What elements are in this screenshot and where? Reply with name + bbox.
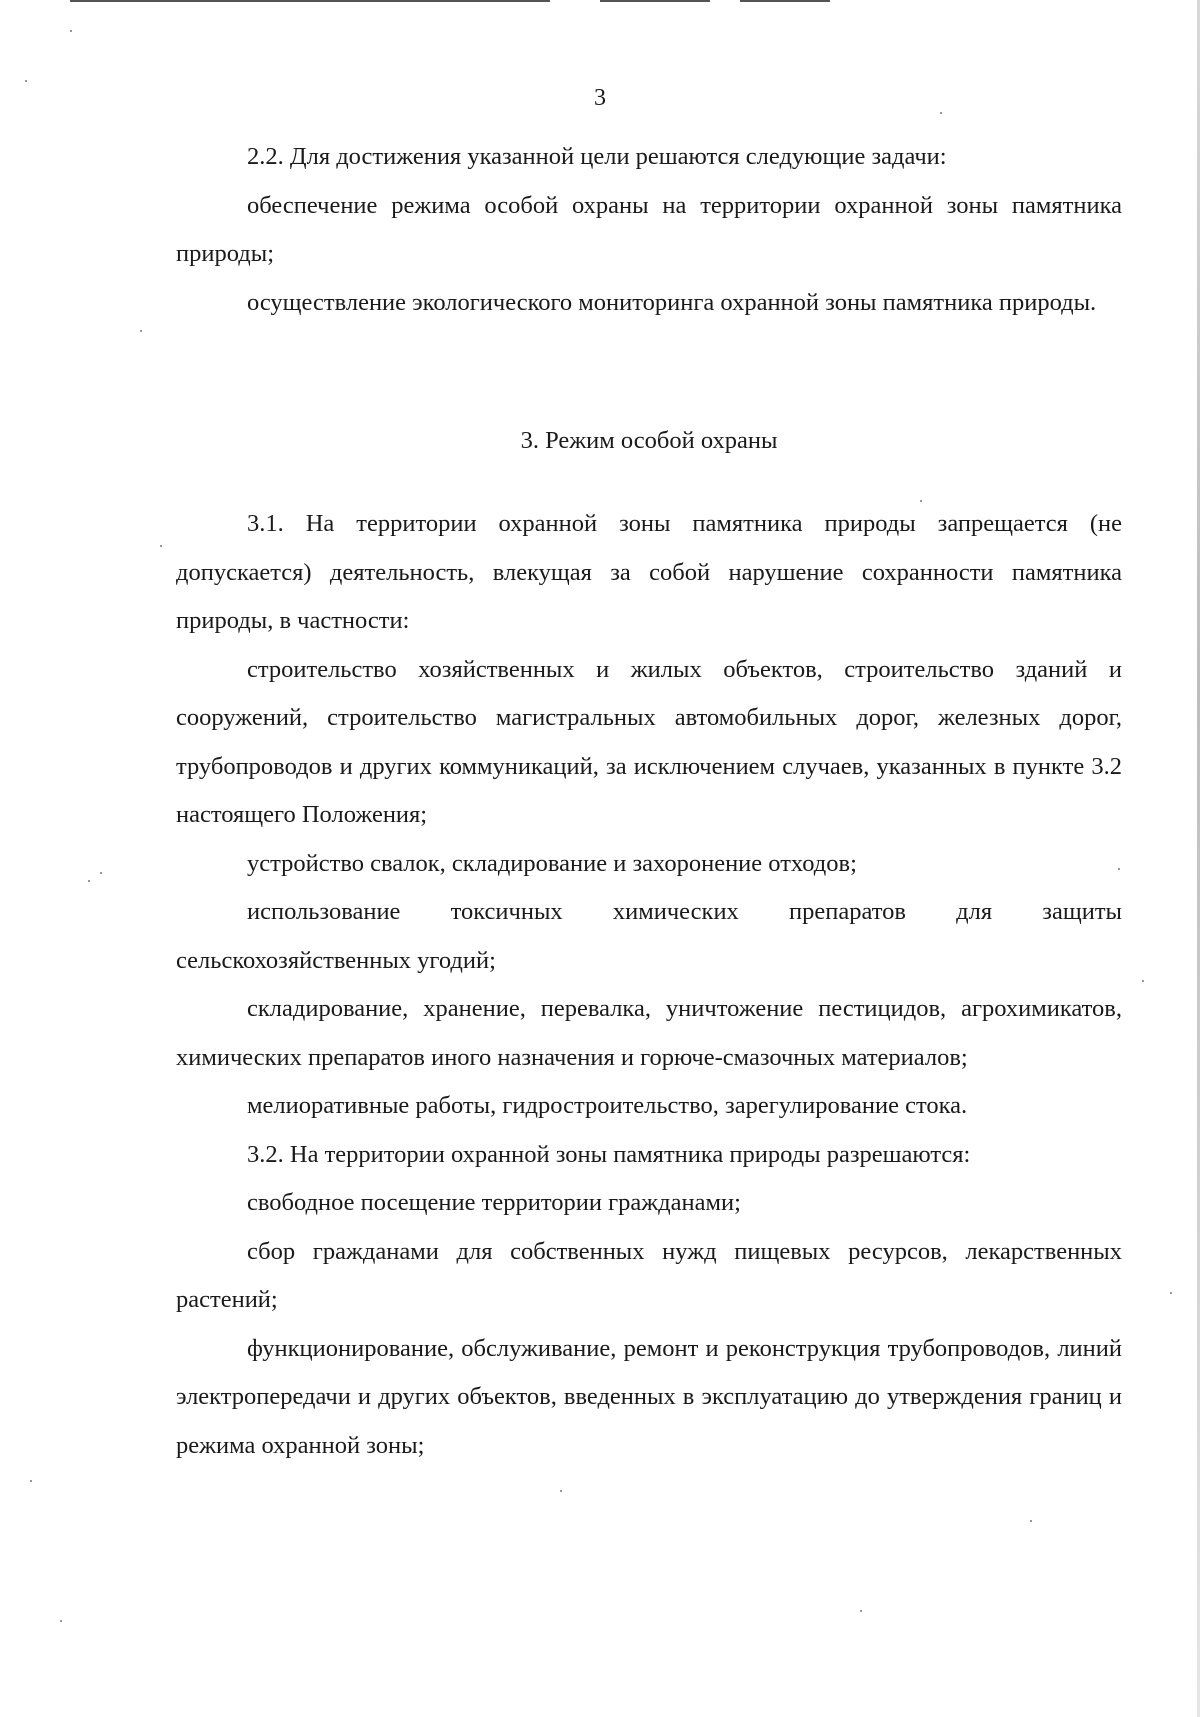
paragraph: обеспечение режима особой охраны на территории охранной зоны памятника природы;	[176, 191, 1122, 267]
paragraph: мелиоративные работы, гидростроительство, зарегулирование стока.	[247, 1092, 968, 1119]
section-3-block	[176, 500, 1122, 1470]
paragraph: использование токсичных химических препаратов для защиты сельскохозяйственных угодий;	[176, 898, 1122, 974]
paragraph: свободное посещение территории гражданами;	[247, 1189, 741, 1216]
scan-edge-line	[600, 0, 710, 2]
paragraph: 3.1. На территории охранной зоны памятника природы запрещается (не допускается) деятельность, влекущая за собой нарушение сохранности памятника природы, в частности:	[176, 510, 1122, 634]
section-2-block	[176, 133, 1122, 327]
page-number: 3	[594, 85, 606, 111]
paragraph: складирование, хранение, перевалка, уничтожение пестицидов, агрохимикатов, химических препаратов иного назначения и горюче-смазочных материалов;	[176, 995, 1122, 1071]
paragraph: 2.2. Для достижения указанной цели решаются следующие задачи:	[247, 143, 947, 170]
paragraph: сбор гражданами для собственных нужд пищевых ресурсов, лекарственных растений;	[176, 1237, 1122, 1313]
paragraph: устройство свалок, складирование и захоронение отходов;	[247, 849, 857, 877]
paragraph: осуществление экологического мониторинга охранной зоны памятника природы.	[247, 288, 1097, 316]
section-heading: 3. Режим особой охраны	[520, 427, 778, 454]
section-3-heading-block	[176, 417, 1122, 466]
paragraph: функционирование, обслуживание, ремонт и реконструкция трубопроводов, линий электропередачи и других объектов, введенных в эксплуатацию до утверждения границ и режима охранной зоны;	[176, 1334, 1122, 1459]
paragraph: строительство хозяйственных и жилых объектов, строительство зданий и сооружений, строительство магистральных автомобильных дорог, железных дорог, трубопроводов и других коммуникаций, за исключением случаев, указанных в пункте 3.2 настоящего Положения;	[176, 655, 1122, 828]
scan-edge-line	[70, 0, 550, 2]
paragraph: 3.2. На территории охранной зоны памятника природы разрешаются:	[247, 1140, 971, 1168]
scan-edge-line	[740, 0, 830, 2]
